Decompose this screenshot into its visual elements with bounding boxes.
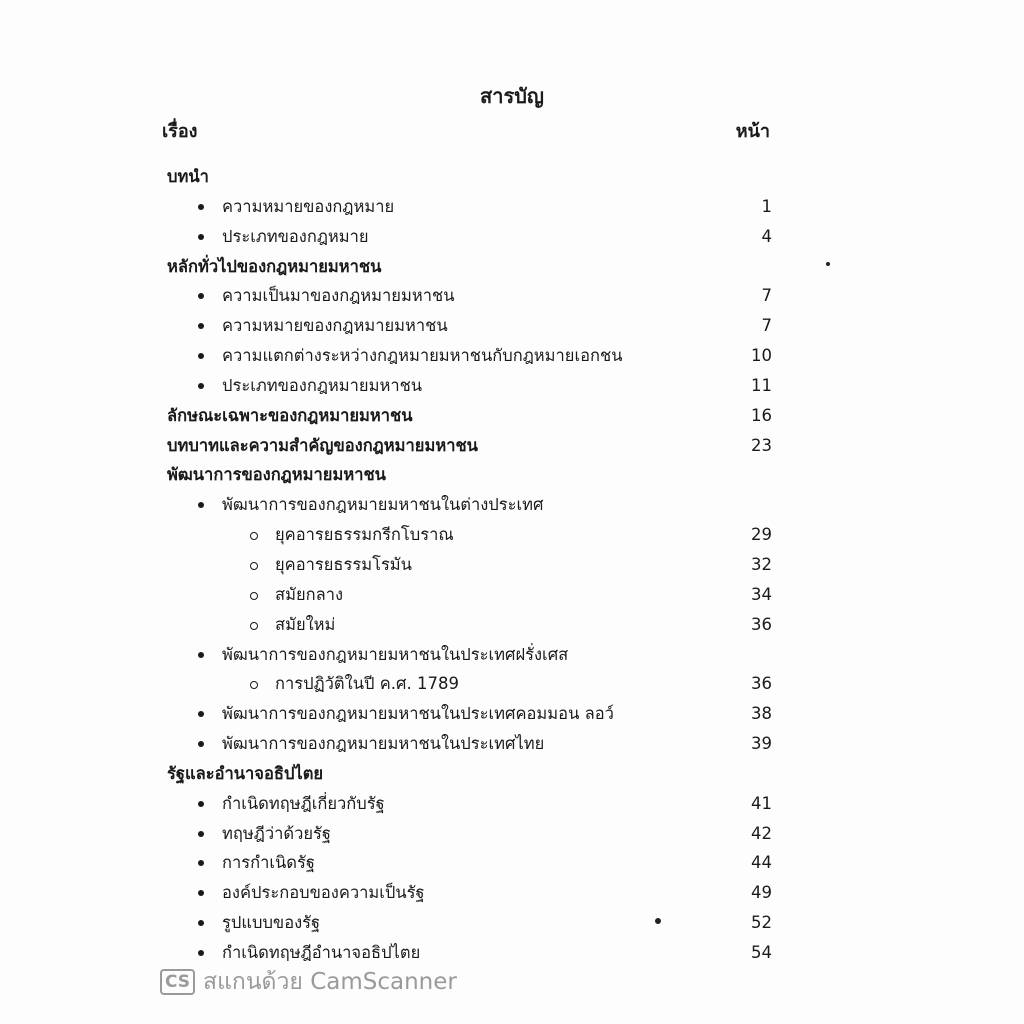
toc-entry-text: บทนำ [167, 167, 209, 186]
toc-item [0, 520, 1024, 550]
toc-item [0, 819, 1024, 849]
bullet-icon [198, 323, 204, 329]
column-header-topic: เรื่อง [162, 121, 198, 142]
toc-item [0, 222, 1024, 252]
bullet-icon [198, 204, 204, 210]
column-header-page: หน้า [735, 121, 770, 142]
circle-bullet-icon [250, 562, 258, 570]
bullet-icon [198, 293, 204, 299]
bullet-icon [198, 831, 204, 837]
toc-item [0, 669, 1024, 699]
toc-entry-text: บทบาทและความสำคัญของกฎหมายมหาชน [167, 435, 478, 455]
toc-entry-text: พัฒนาการของกฎหมายมหาชนในประเทศไทย [222, 734, 545, 754]
bullet-icon [198, 741, 204, 747]
bullet-icon [198, 920, 204, 926]
bullet-icon [198, 890, 204, 896]
toc-page-number: 39 [751, 734, 772, 754]
toc-item [0, 192, 1024, 222]
toc-item [0, 848, 1024, 878]
camscanner-watermark [160, 964, 457, 1000]
toc-entry-text: กำเนิดทฤษฎีอำนาจอธิปไตย [222, 942, 421, 962]
toc-page-number: 36 [751, 614, 772, 634]
toc-item [0, 878, 1024, 908]
circle-bullet-icon [250, 532, 258, 540]
toc-item [0, 580, 1024, 610]
toc-page-number: 29 [751, 525, 772, 545]
bullet-icon [198, 801, 204, 807]
toc-page-number: 44 [751, 853, 772, 873]
table-of-contents [0, 162, 1024, 968]
toc-page-number: 49 [751, 883, 772, 903]
circle-bullet-icon [250, 592, 258, 600]
toc-item [0, 699, 1024, 729]
toc-entry-text: สมัยกลาง [275, 584, 344, 604]
toc-entry-text: พัฒนาการของกฎหมายมหาชน [167, 465, 386, 485]
toc-heading [0, 401, 1024, 431]
toc-entry-text: การปฏิวัติในปี ค.ศ. 1789 [275, 674, 459, 694]
toc-item [0, 610, 1024, 640]
watermark-text: สแกนด้วย CamScanner [203, 969, 457, 995]
toc-entry-text: ประเภทของกฎหมายมหาชน [222, 375, 423, 395]
bullet-icon [198, 652, 204, 658]
toc-heading [0, 162, 1024, 192]
toc-page-number: 7 [761, 316, 772, 336]
toc-entry-text: รูปแบบของรัฐ [222, 913, 321, 933]
toc-page-number: 42 [751, 823, 772, 843]
toc-entry-text: พัฒนาการของกฎหมายมหาชนในต่างประเทศ [222, 495, 544, 515]
bullet-icon [198, 353, 204, 359]
toc-entry-text: องค์ประกอบของความเป็นรัฐ [222, 883, 425, 903]
toc-page-number: 11 [751, 375, 772, 395]
toc-entry-text: ยุคอารยธรรมโรมัน [275, 554, 412, 574]
scan-speck [826, 262, 830, 266]
toc-entry-text: พัฒนาการของกฎหมายมหาชนในประเทศคอมมอน ลอว์ [222, 704, 614, 724]
toc-entry-text: ยุคอารยธรรมกรีกโบราณ [275, 525, 454, 545]
toc-entry-text: ทฤษฎีว่าด้วยรัฐ [222, 823, 331, 843]
toc-item [0, 789, 1024, 819]
toc-item [0, 311, 1024, 341]
page-title: สารบัญ [480, 84, 544, 108]
toc-entry-text: ลักษณะเฉพาะของกฎหมายมหาชน [167, 405, 413, 425]
toc-item [0, 341, 1024, 371]
bullet-icon [198, 711, 204, 717]
toc-heading [0, 252, 1024, 282]
toc-page-number: 1 [761, 196, 772, 216]
toc-page-number: 36 [751, 674, 772, 694]
bullet-icon [198, 502, 204, 508]
toc-entry-text: การกำเนิดรัฐ [222, 853, 315, 873]
toc-entry-text: ความแตกต่างระหว่างกฎหมายมหาชนกับกฎหมายเอกชน [222, 346, 623, 366]
toc-page-number: 32 [751, 554, 772, 574]
toc-item [0, 640, 1024, 670]
toc-entry-text: สมัยใหม่ [275, 614, 336, 634]
toc-entry-text: ความเป็นมาของกฎหมายมหาชน [222, 286, 455, 306]
scan-speck [655, 918, 661, 924]
toc-item [0, 371, 1024, 401]
toc-entry-text: พัฒนาการของกฎหมายมหาชนในประเทศฝรั่งเศส [222, 644, 569, 664]
toc-entry-text: หลักทั่วไปของกฎหมายมหาชน [167, 256, 382, 276]
toc-item [0, 908, 1024, 938]
toc-entry-text: ความหมายของกฎหมาย [222, 196, 395, 216]
toc-item [0, 281, 1024, 311]
toc-page-number: 10 [751, 346, 772, 366]
bullet-icon [198, 950, 204, 956]
toc-heading [0, 759, 1024, 789]
toc-entry-text: ประเภทของกฎหมาย [222, 226, 369, 246]
toc-heading [0, 431, 1024, 461]
toc-page-number: 16 [751, 405, 772, 425]
toc-entry-text: กำเนิดทฤษฎีเกี่ยวกับรัฐ [222, 793, 385, 813]
toc-page-number: 4 [761, 226, 772, 246]
toc-page-number: 23 [751, 435, 772, 455]
camscanner-logo-icon: CS [160, 969, 195, 995]
circle-bullet-icon [250, 681, 258, 689]
toc-item [0, 550, 1024, 580]
toc-page-number: 7 [761, 286, 772, 306]
toc-page-number: 38 [751, 704, 772, 724]
toc-item [0, 490, 1024, 520]
toc-item [0, 938, 1024, 968]
toc-entry-text: รัฐและอำนาจอธิปไตย [167, 763, 324, 783]
toc-page-number: 41 [751, 793, 772, 813]
toc-entry-text: ความหมายของกฎหมายมหาชน [222, 316, 448, 336]
bullet-icon [198, 234, 204, 240]
toc-page-number: 54 [751, 942, 772, 962]
bullet-icon [198, 860, 204, 866]
toc-item [0, 729, 1024, 759]
bullet-icon [198, 383, 204, 389]
toc-page-number: 52 [751, 913, 772, 933]
circle-bullet-icon [250, 622, 258, 630]
toc-heading [0, 460, 1024, 490]
toc-page-number: 34 [751, 584, 772, 604]
